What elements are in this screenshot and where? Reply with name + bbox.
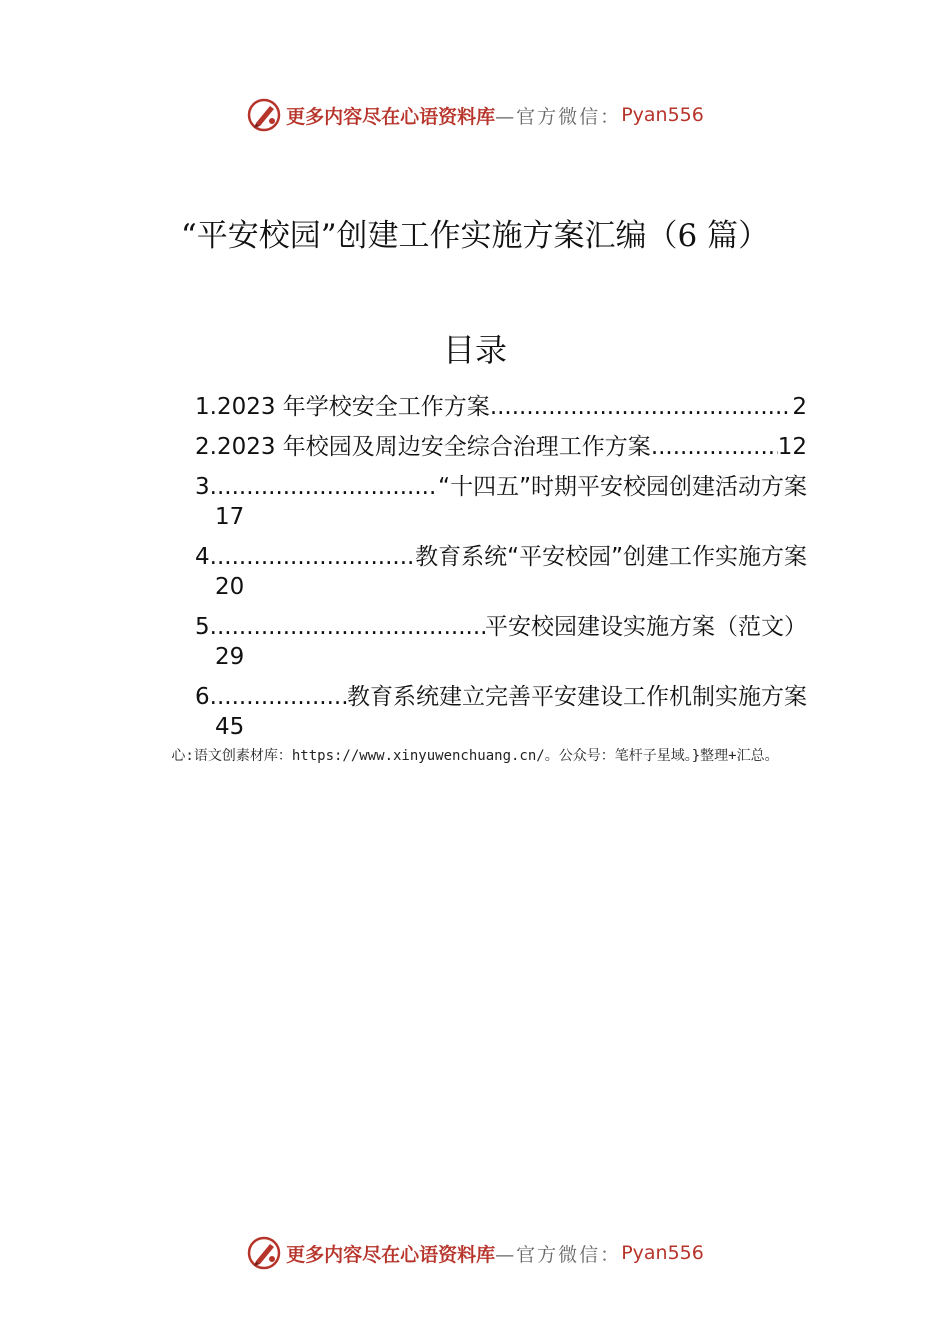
banner-wechat-label: —官方微信： [495, 105, 622, 128]
pen-logo-icon [246, 97, 282, 133]
toc-heading: 目录 [442, 331, 507, 369]
banner-wechat-id: Pyan556 [621, 104, 704, 126]
document-title: “平安校园”创建工作实施方案汇编（6 篇） [180, 218, 770, 254]
header-banner [0, 95, 950, 135]
toc-entry-number: 1. [195, 394, 217, 420]
toc-entry-number: 2. [195, 434, 217, 460]
toc-entry-6[interactable] [195, 682, 807, 742]
toc-leader-dots [210, 612, 485, 642]
toc-entry-number: 4 [195, 544, 210, 570]
toc-entry-page: 29 [215, 644, 245, 670]
pen-logo-icon [246, 1235, 282, 1271]
toc-entry-title: 2023 年学校安全工作方案 [216, 394, 490, 420]
toc-leader-dots [490, 392, 793, 422]
toc-leader-dots [210, 682, 347, 712]
toc-entry-5[interactable] [195, 612, 807, 672]
toc-entry-title: 2023 年校园及周边安全综合治理工作方案 [216, 434, 651, 460]
toc-entry-3[interactable] [195, 472, 807, 532]
toc-entry-4[interactable] [195, 542, 807, 602]
toc-entry-title: 教育系统“平安校园”创建工作实施方案 [415, 544, 807, 570]
toc-entry-page: 12 [777, 434, 807, 460]
toc-entry-number: 3 [195, 474, 210, 500]
toc-entry-page: 20 [215, 574, 245, 600]
toc-entry-page: 2 [792, 394, 807, 420]
banner-wechat-label: —官方微信： [495, 1243, 622, 1266]
toc-leader-dots [651, 432, 778, 462]
toc-entry-number: 6 [195, 684, 210, 710]
toc-entry-number: 5 [195, 614, 210, 640]
toc-entry-title: 教育系统建立完善平安建设工作机制实施方案 [347, 684, 807, 710]
banner-library-text: 更多内容尽在心语资料库 [286, 105, 496, 128]
toc-leader-dots [210, 542, 416, 572]
toc-entry-title: “十四五”时期平安校园创建活动方案 [438, 474, 807, 500]
banner-wechat-id: Pyan556 [621, 1242, 704, 1264]
table-of-contents [195, 392, 807, 742]
toc-entry-title: 平安校园建设实施方案（范文） [485, 614, 807, 640]
banner-library-text: 更多内容尽在心语资料库 [286, 1243, 496, 1266]
toc-entry-page: 17 [215, 504, 245, 530]
source-note: 心:语文创素材库：https://www.xinyuwenchuang.cn/。公众号：笔杆子星域。}整理+汇总。 [171, 748, 779, 764]
toc-entry-1[interactable] [195, 392, 807, 422]
toc-leader-dots [210, 472, 439, 502]
toc-entry-2[interactable] [195, 432, 807, 462]
toc-entry-page: 45 [215, 714, 245, 740]
footer-banner [0, 1233, 950, 1273]
